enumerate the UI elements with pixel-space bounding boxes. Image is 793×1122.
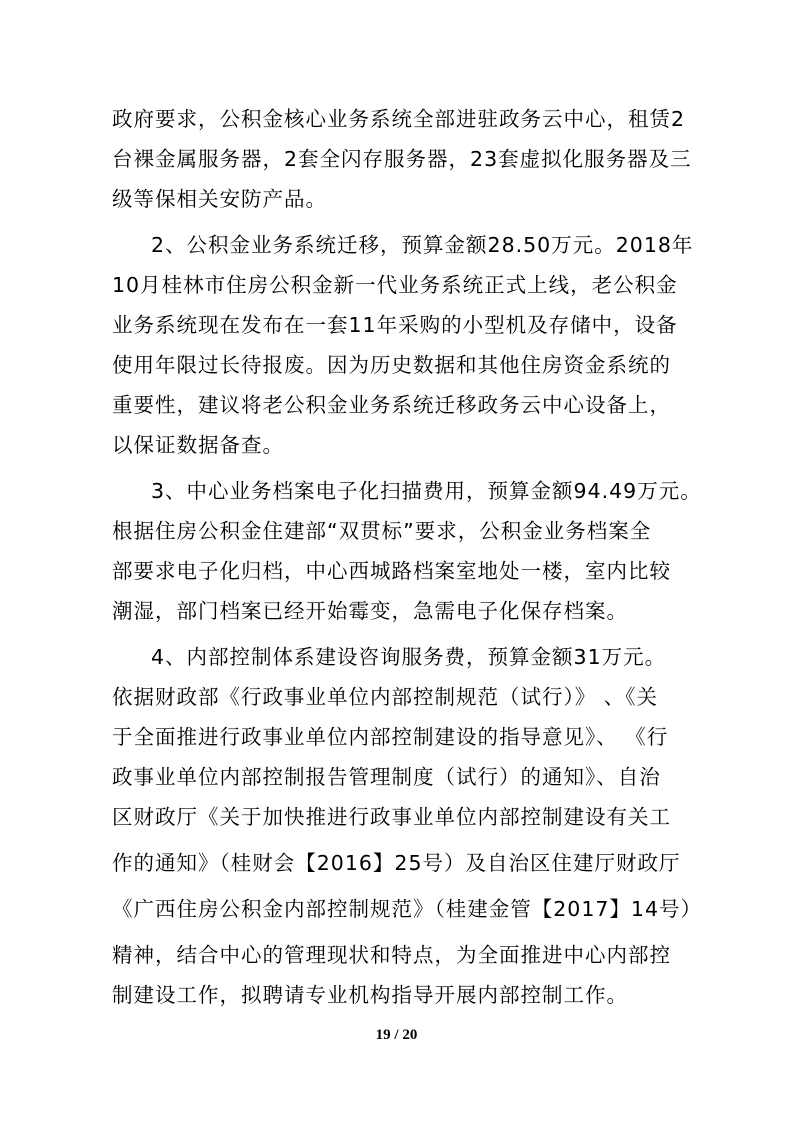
text-line: 精神，结合中心的管理现状和特点，为全面推进中心内部控 [112,943,671,967]
text-line: 根据住房公积金住建部“双贯标”要求，公积金业务档案全 [112,519,652,543]
text-line: 区财政厅《关于加快推进行政事业单位内部控制建设有关工 [112,805,671,829]
text-line: 3、中心业务档案电子化扫描费用，预算金额94.49万元。 [151,479,702,503]
page-number: 19 / 20 [375,1027,418,1043]
text-line: 作的通知》（桂财会【2016】25号）及自治区住建厅财政厅 [112,851,681,875]
text-line: 级等保相关安防产品。 [112,187,327,211]
text-line: 4、内部控制体系建设咨询服务费，预算金额31万元。 [151,645,667,669]
text-line: 使用年限过长待报废。因为历史数据和其他住房资金系统的 [112,353,671,377]
text-line: 《广西住房公积金内部控制规范》（桂建金管【2017】14号） [112,897,703,921]
text-line: 于全面推进行政事业单位内部控制建设的指导意见》、 《行 [112,725,669,749]
text-line: 2、公积金业务系统迁移，预算金额28.50万元。2018年 [151,233,694,257]
text-line: 重要性，建议将老公积金业务系统迁移政务云中心设备上， [112,393,671,417]
text-line: 政事业单位内部控制报告管理制度（试行）的通知》、自治 [112,765,661,789]
text-line: 10月桂林市住房公积金新一代业务系统正式上线，老公积金 [112,273,678,297]
text-line: 潮湿，部门档案已经开始霉变，急需电子化保存档案。 [112,599,628,623]
text-line: 制建设工作，拟聘请专业机构指导开展内部控制工作。 [112,983,628,1007]
text-line: 政府要求，公积金核心业务系统全部进驻政务云中心，租赁2 [112,107,686,131]
text-line: 业务系统现在发布在一套11年采购的小型机及存储中，设备 [112,313,678,337]
text-line: 部要求电子化归档，中心西城路档案室地处一楼，室内比较 [112,559,671,583]
text-line: 以保证数据备查。 [112,433,284,457]
text-line: 台裸金属服务器，2套全闪存服务器，23套虚拟化服务器及三 [112,147,692,171]
text-line: 依据财政部《行政事业单位内部控制规范（试行）》 、《关 [112,685,659,709]
